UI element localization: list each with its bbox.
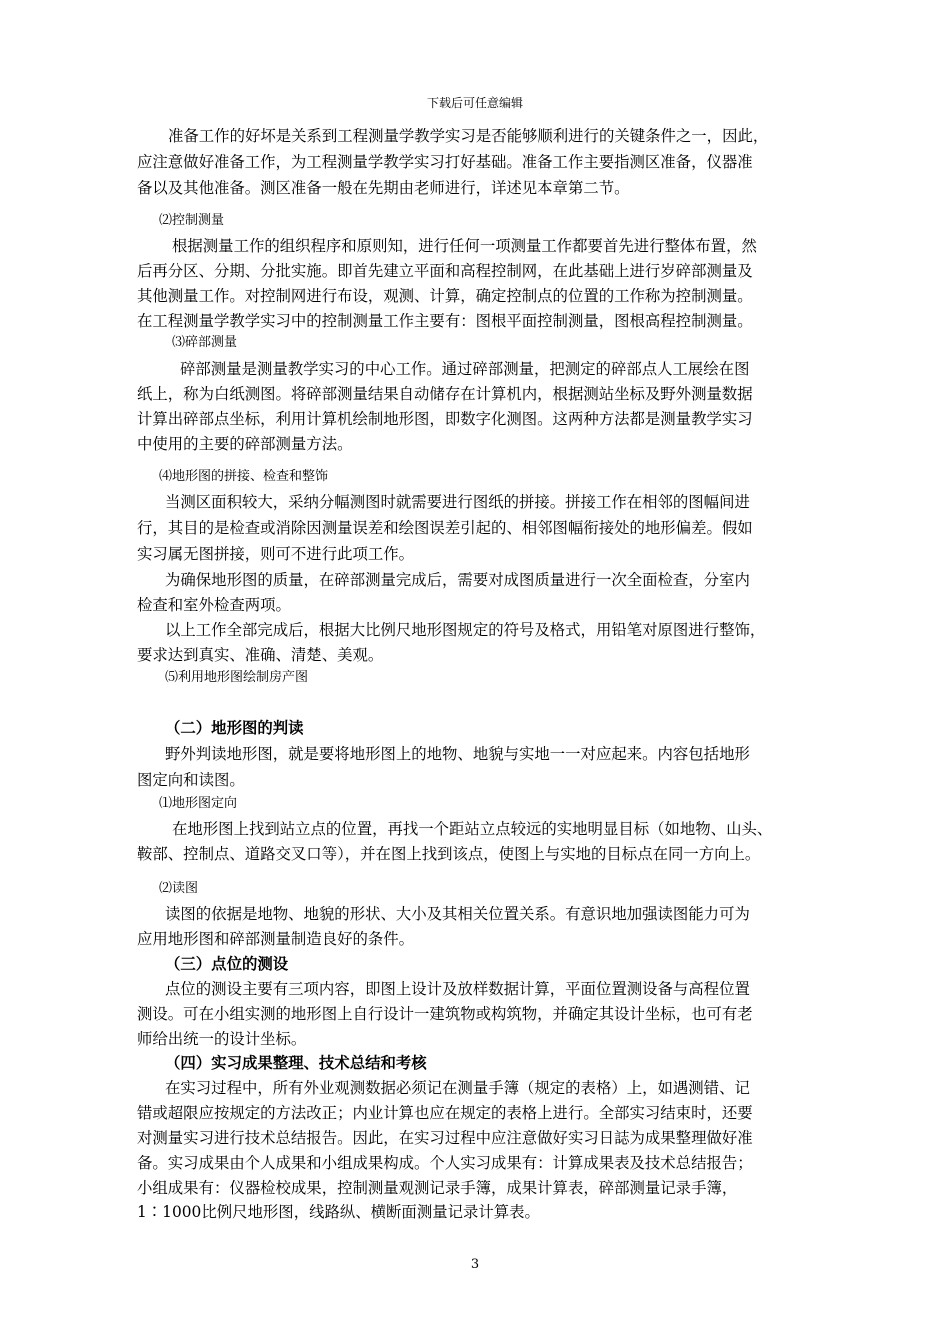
text-line: 小组成果有：仪器检校成果，控制测量观测记录手簿，成果计算表，碎部测量记录手簿， (137, 1179, 738, 1197)
text-line: 检查和室外检查两项。 (137, 596, 291, 614)
text-line: 图定向和读图。 (137, 771, 245, 789)
text-line: 为确保地形图的质量，在碎部测量完成后，需要对成图质量进行一次全面检查，分室内 (165, 571, 750, 589)
text-line: 备。实习成果由个人成果和小组成果构成。个人实习成果有：计算成果表及技术总结报告； (137, 1154, 753, 1172)
text-line: 1∶1000比例尺地形图，线路纵、横断面测量记录计算表。 (137, 1203, 540, 1221)
subheading: ⑵控制测量 (159, 213, 225, 228)
section-heading: （三）点位的测设 (165, 955, 289, 973)
text-line: 应用地形图和碎部测量制造良好的条件。 (137, 930, 415, 948)
text-line: 鞍部、控制点、道路交叉口等），并在图上找到该点，使图上与实地的目标点在同一方向上。 (137, 845, 761, 863)
text-line: 以上工作全部完成后，根据大比例尺地形图规定的符号及格式，用铅笔对原图进行整饰， (165, 621, 766, 639)
text-line: 当测区面积较大，采纳分幅测图时就需要进行图纸的拼接。拼接工作在相邻的图幅间进 (165, 493, 750, 511)
text-line: 中使用的主要的碎部测量方法。 (137, 435, 353, 453)
section-heading: （四）实习成果整理、技术总结和考核 (165, 1054, 427, 1072)
text-line: 计算出碎部点坐标，利用计算机绘制地形图，即数字化测图。这两种方法都是测量教学实习 (137, 410, 753, 428)
text-line: 准备工作的好坏是关系到工程测量学教学实习是否能够顺利进行的关键条件之一，因此， (168, 127, 769, 145)
text-line: 点位的测设主要有三项内容，即图上设计及放样数据计算，平面位置测设备与高程位置 (165, 980, 750, 998)
text-line: 应注意做好准备工作，为工程测量学教学实习打好基础。准备工作主要指测区准备，仪器准 (137, 153, 753, 171)
subheading: ⑸利用地形图绘制房产图 (165, 670, 309, 685)
text-line: 要求达到真实、准确、清楚、美观。 (137, 646, 384, 664)
text-line: 后再分区、分期、分批实施。即首先建立平面和高程控制网，在此基础上进行岁碎部测量及 (137, 262, 753, 280)
text-line: 对测量实习进行技术总结报告。因此，在实习过程中应注意做好实习日誌为成果整理做好准 (137, 1129, 753, 1147)
text-line: 在工程测量学教学实习中的控制测量工作主要有：图根平面控制测量，图根高程控制测量。 (137, 312, 753, 330)
page-header: 下载后可任意编辑 (426, 96, 523, 110)
text-line: 其他测量工作。对控制网进行布设，观测、计算，确定控制点的位置的工作称为控制测量。 (137, 287, 753, 305)
subheading: ⑷地形图的拼接、检查和整饰 (159, 469, 329, 484)
section-heading: （二）地形图的判读 (165, 719, 304, 737)
text-line: 在实习过程中，所有外业观测数据必须记在测量手簿（规定的表格）上，如遇测错、记 (165, 1079, 750, 1097)
text-line: 根据测量工作的组织程序和原则知，进行任何一项测量工作都要首先进行整体布置，然 (172, 237, 757, 255)
text-line: 野外判读地形图，就是要将地形图上的地物、地貌与实地一一对应起来。内容包括地形 (165, 745, 750, 763)
text-line: 错或超限应按规定的方法改正；内业计算也应在规定的表格上进行。全部实习结束时，还要 (137, 1104, 753, 1122)
subheading: ⑶碎部测量 (172, 335, 238, 350)
text-line: 碎部测量是测量教学实习的中心工作。通过碎部测量，把测定的碎部点人工展绘在图 (180, 360, 750, 378)
text-line: 测设。可在小组实测的地形图上自行设计一建筑物或构筑物，并确定其设计坐标，也可有老 (137, 1005, 753, 1023)
text-line: 实习属无图拼接，则可不进行此项工作。 (137, 545, 415, 563)
text-line: 纸上，称为白纸测图。将碎部测量结果自动储存在计算机内，根据测站坐标及野外测量数据 (137, 385, 753, 403)
text-line: 在地形图上找到站立点的位置，再找一个距站立点较远的实地明显目标（如地物、山头、 (172, 820, 773, 838)
page-number: 3 (470, 1257, 480, 1272)
text-line: 行，其目的是检查或消除因测量误差和绘图误差引起的、相邻图幅衔接处的地形偏差。假如 (137, 519, 753, 537)
text-line: 师给出统一的设计坐标。 (137, 1030, 307, 1048)
subheading: ⑵读图 (159, 881, 199, 896)
text-line: 备以及其他准备。测区准备一般在先期由老师进行，详述见本章第二节。 (137, 179, 630, 197)
subheading: ⑴地形图定向 (159, 796, 238, 811)
text-line: 读图的依据是地物、地貌的形状、大小及其相关位置关系。有意识地加强读图能力可为 (165, 905, 750, 923)
